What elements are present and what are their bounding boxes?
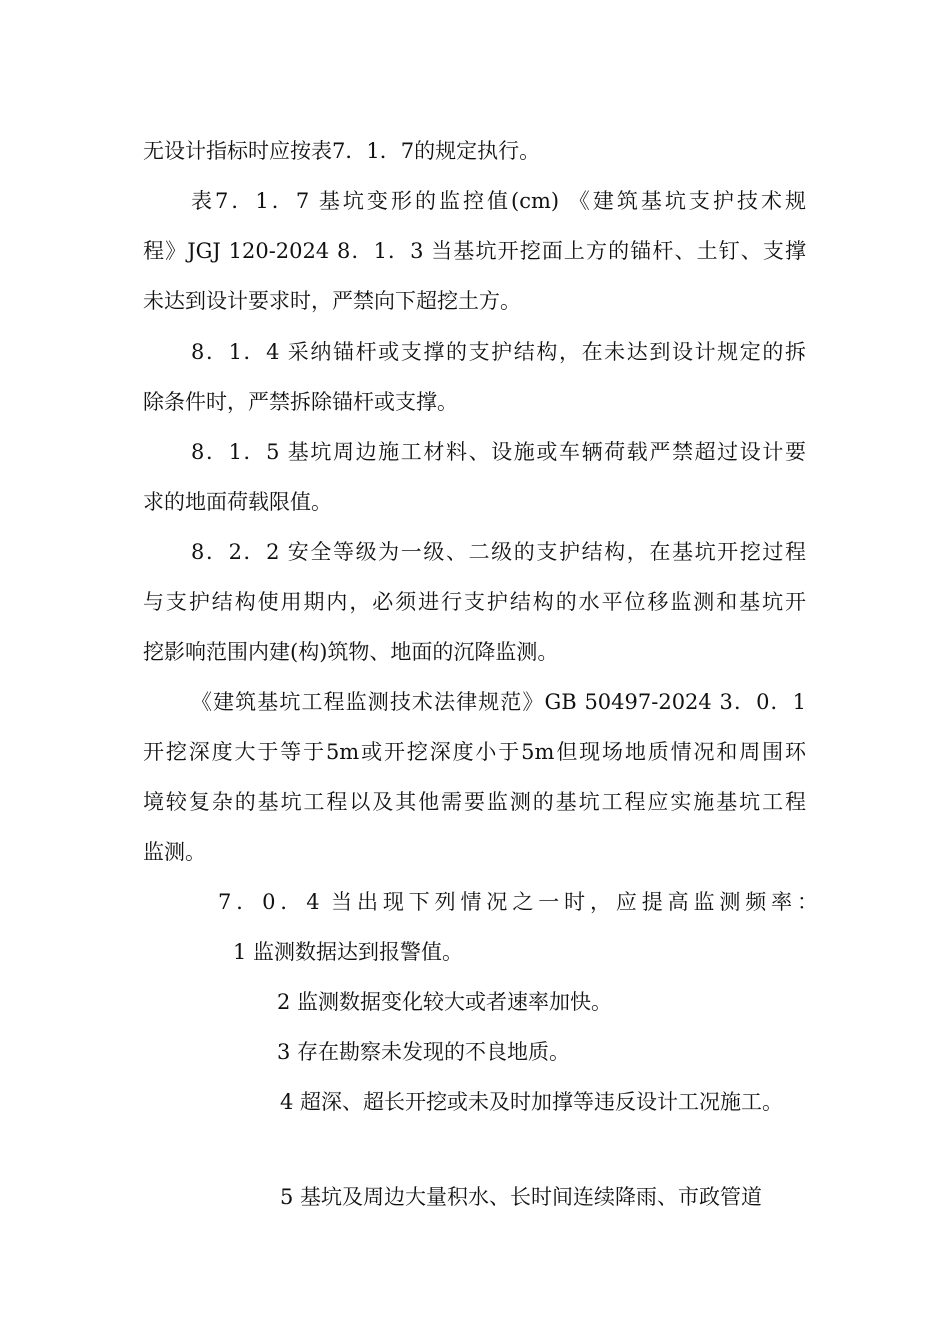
text-line-3: 程》JGJ 120-2024 8．1．3 当基坑开挖面上方的锚杆、土钉、支撑 [143,239,806,263]
text-line-12: 《建筑基坑工程监测技术法律规范》GB 50497-2024 3．0．1 [191,690,806,714]
text-line-6: 除条件时，严禁拆除锚杆或支撑。 [143,390,458,414]
text-line-11: 挖影响范围内建(构)筑物、地面的沉降监测。 [143,640,559,664]
text-line-8: 求的地面荷载限值。 [143,490,332,514]
text-line-7: 8．1．5 基坑周边施工材料、设施或车辆荷载严禁超过设计要 [191,440,806,464]
text-line-14: 境较复杂的基坑工程以及其他需要监测的基坑工程应实施基坑工程 [143,790,806,814]
list-item-4: 4 超深、超长开挖或未及时加撑等违反设计工况施工。 [280,1090,784,1114]
list-item-1: 1 监测数据达到报警值。 [233,940,464,964]
text-line-10: 与支护结构使用期内，必须进行支护结构的水平位移监测和基坑开 [143,590,806,614]
text-line-13: 开挖深度大于等于5m或开挖深度小于5m但现场地质情况和周围环 [143,740,806,764]
list-item-2: 2 监测数据变化较大或者速率加快。 [277,990,613,1014]
text-line-5: 8．1．4 采纳锚杆或支撑的支护结构，在未达到设计规定的拆 [191,340,806,364]
text-line-1: 无设计指标时应按表7．1．7的规定执行。 [143,139,541,163]
text-line-15: 监测。 [143,840,206,864]
list-item-3: 3 存在勘察未发现的不良地质。 [277,1040,571,1064]
text-line-9: 8．2．2 安全等级为一级、二级的支护结构，在基坑开挖过程 [191,540,806,564]
text-line-2: 表7．1．7 基坑变形的监控值(cm) 《建筑基坑支护技术规 [191,189,806,213]
text-line-4: 未达到设计要求时，严禁向下超挖土方。 [143,289,521,313]
list-item-5: 5 基坑及周边大量积水、长时间连续降雨、市政管道 [280,1185,763,1209]
text-line-16: 7．0．4 当出现下列情况之一时，应提高监测频率： [218,890,818,914]
